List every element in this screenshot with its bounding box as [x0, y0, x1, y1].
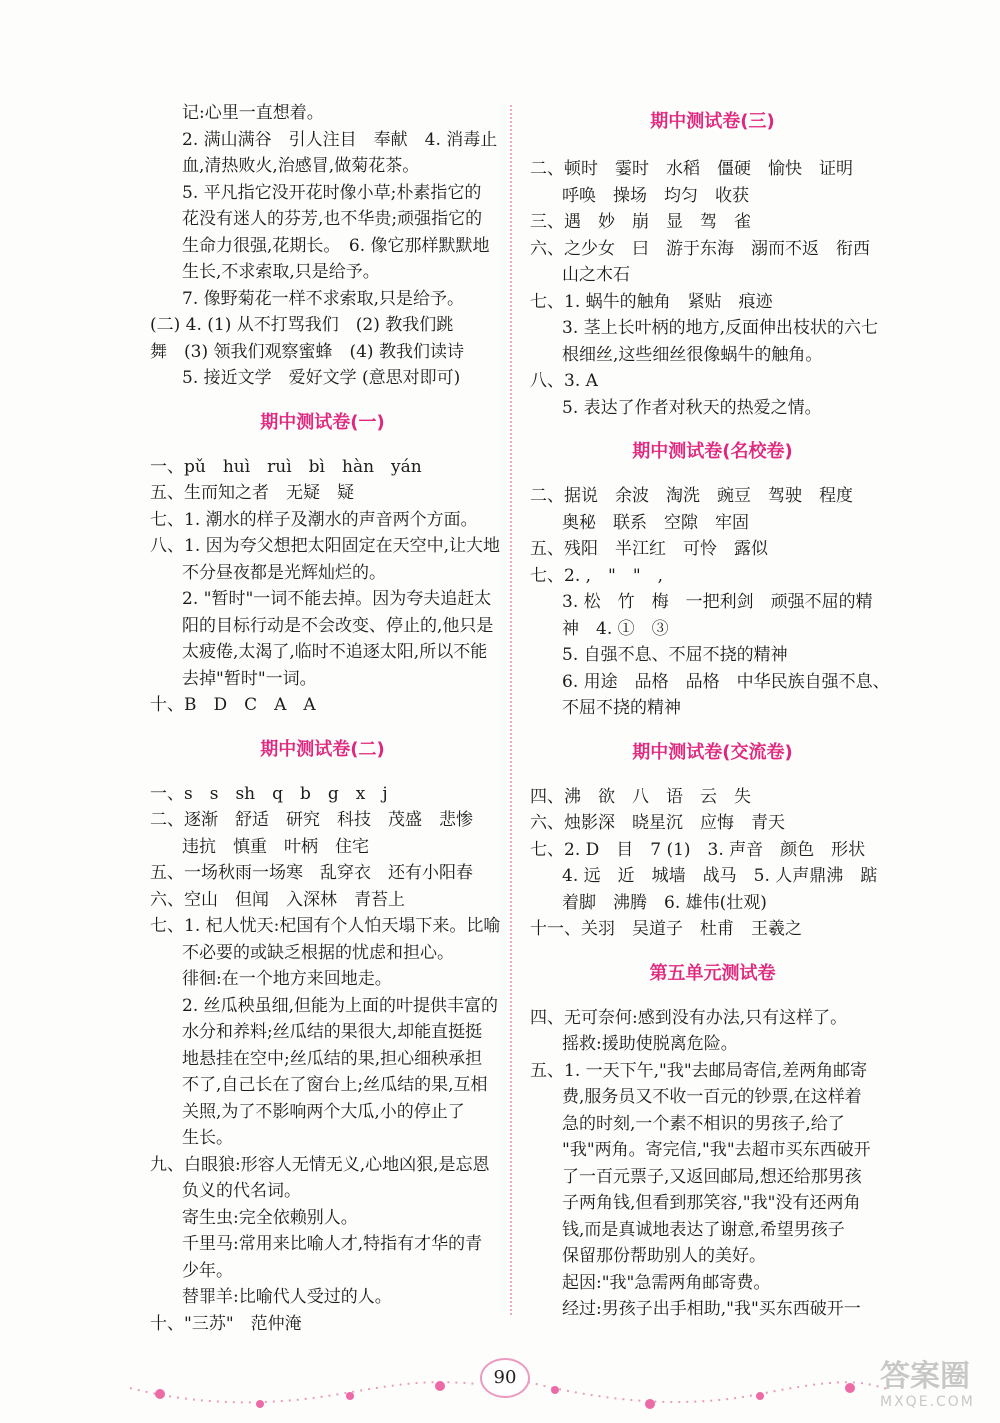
answer-line: 去掉"暂时"一词。 [182, 668, 317, 689]
answer-line: 根细丝,这些细丝很像蜗牛的触角。 [562, 344, 823, 365]
page-footer [0, 1360, 1000, 1423]
answer-line: 7. 像野菊花一样不求索取,只是给予。 [182, 288, 465, 309]
answer-line: 不了,自己长在了窗台上;丝瓜结的果,互相 [182, 1075, 488, 1095]
answer-line: 生长。 [182, 1128, 233, 1148]
dot-decoration [551, 1386, 559, 1394]
answer-line: 五、一场秋雨一场寒 乱穿衣 还有小阳春 [150, 863, 473, 883]
answer-line: 七、2. , " " , [530, 565, 664, 586]
section-heading: 期中测试卷(三) [650, 111, 775, 132]
answer-line: 2. 丝瓜秧虽细,但能为上面的叶提供丰富的 [182, 995, 499, 1016]
answer-line: 急的时刻,一个素不相识的男孩子,给了 [562, 1113, 845, 1134]
answer-line: 神 4. ① ③ [562, 618, 669, 639]
answer-line: 保留那份帮助别人的美好。 [562, 1246, 766, 1266]
answer-line: 十、B D C A A [150, 695, 316, 715]
answer-line: 七、2. D 目 7 (1) 3. 声音 颜色 形状 [530, 839, 866, 860]
answer-line: 太疲倦,太渴了,临时不追逐太阳,所以不能 [182, 642, 488, 662]
watermark-url: MXQE.COM [880, 1394, 975, 1410]
answer-line: 七、1. 杞人忧天:杞国有个人怕天塌下来。比喻 [150, 916, 501, 936]
dot-decoration [256, 1400, 264, 1408]
answer-line: 一、s s sh q b g x j [150, 783, 388, 804]
dot-decoration [346, 1392, 354, 1400]
answer-line: 二、逐渐 舒适 研究 科技 茂盛 悲惨 [150, 810, 473, 830]
left-column [150, 100, 501, 1337]
dot-decoration [645, 1399, 655, 1409]
answer-line: 六、之少女 曰 游于东海 溺而不返 衔西 [530, 238, 870, 259]
answer-line: 不屈不挠的精神 [562, 698, 681, 718]
dot-decoration [845, 1383, 855, 1393]
answer-line: 子两角钱,但看到那笑容,"我"没有还两角 [562, 1193, 861, 1213]
answer-line: 生长,不求索取,只是给予。 [182, 262, 380, 282]
answer-line: 花没有迷人的芬芳,也不华贵;顽强指它的 [182, 209, 483, 229]
answer-line: 5. 自强不息、不屈不挠的精神 [562, 645, 788, 665]
answer-line: 少年。 [182, 1260, 233, 1281]
answer-line: 徘徊:在一个地方来回地走。 [182, 969, 392, 989]
dot-decoration [756, 1392, 764, 1400]
answer-line: 不必要的或缺乏根据的忧虑和担心。 [182, 942, 454, 963]
answer-line: 五、1. 一天下午,"我"去邮局寄信,差两角邮寄 [530, 1060, 868, 1081]
answer-line: 地悬挂在空中;丝瓜结的果,担心细秧承担 [182, 1048, 483, 1069]
answer-line: 七、1. 潮水的样子及潮水的声音两个方面。 [150, 509, 478, 530]
answer-line: 六、空山 但闻 入深林 青苔上 [150, 889, 405, 910]
answer-line: 摇救:援助使脱离危险。 [562, 1034, 738, 1054]
right-column [530, 100, 895, 1323]
answer-line: 生命力很强,花期长。 6. 像它那样默默地 [182, 235, 490, 256]
answer-line: 5. 表达了作者对秋天的热爱之情。 [562, 397, 822, 418]
answer-line: 3. 松 竹 梅 一把利剑 顽强不屈的精 [562, 592, 873, 612]
answer-line: 4. 远 近 城墙 战马 5. 人声鼎沸 踮 [562, 866, 878, 886]
answer-line: 寄生虫:完全依赖别人。 [182, 1207, 358, 1228]
answer-line: 关照,为了不影响两个大瓜,小的停止了 [182, 1101, 465, 1122]
dot-decoration [155, 1389, 165, 1399]
answer-line: 负义的代名词。 [182, 1181, 301, 1201]
answer-line: 十、"三苏" 范仲淹 [150, 1313, 302, 1334]
answer-line: 山之木石 [562, 265, 630, 285]
answer-line: 2. 满山满谷 引人注目 奉献 4. 消毒止 [182, 129, 498, 150]
answer-line: 不分昼夜都是光辉灿烂的。 [182, 562, 386, 583]
section-heading: 期中测试卷(一) [260, 411, 385, 433]
answer-line: 水分和养料;丝瓜结的果很大,却能直挺挺 [182, 1022, 483, 1042]
answer-line: 六、烛影深 晓星沉 应悔 青天 [530, 813, 785, 833]
watermark-main: 答案圈 [880, 1359, 970, 1394]
section-heading: 期中测试卷(交流卷) [632, 741, 793, 763]
answer-line: 一、pǔ huì ruì bì hàn yán [150, 456, 422, 477]
answer-line: 舞 (3) 领我们观察蜜蜂 (4) 教我们读诗 [150, 341, 464, 362]
answer-line: 七、1. 蜗牛的触角 紧贴 痕迹 [530, 291, 773, 312]
answer-line: 二、据说 余波 淘洗 豌豆 驾驶 程度 [530, 486, 853, 506]
answer-line: 钱,而是真诚地表达了谢意,希望男孩子 [562, 1219, 845, 1240]
answer-line: 5. 平凡指它没开花时像小草;朴素指它的 [182, 182, 482, 203]
answer-line: 血,清热败火,治感冒,做菊花茶。 [182, 156, 420, 176]
answer-line: 八、3. A [530, 371, 598, 391]
watermark [880, 1360, 990, 1420]
answer-line: 千里马:常用来比喻人才,特指有才华的青 [182, 1234, 483, 1254]
answer-line: "我"两角。寄完信,"我"去超市买东西破开 [562, 1140, 871, 1160]
answer-line: 了一百元票子,又返回邮局,想还给那男孩 [562, 1166, 862, 1187]
answer-line: 五、生而知之者 无疑 疑 [150, 483, 354, 503]
answer-line: 违抗 慎重 叶柄 住宅 [182, 836, 369, 857]
answer-line: 记:心里一直想着。 [182, 103, 324, 123]
dot-decoration [435, 1381, 445, 1391]
answer-line: 十一、关羽 吴道子 杜甫 王羲之 [530, 919, 802, 939]
answer-line: 替罪羊:比喻代人受过的人。 [182, 1287, 392, 1307]
answer-line: 呼唤 操场 均匀 收获 [562, 185, 749, 206]
section-heading: 期中测试卷(二) [260, 738, 385, 760]
answer-line: 四、无可奈何:感到没有办法,只有这样了。 [530, 1007, 848, 1028]
answer-line: 三、遇 妙 崩 显 驾 雀 [530, 212, 751, 232]
answer-line: 5. 接近文学 爱好文学 (意思对即可) [182, 368, 461, 388]
section-heading: 第五单元测试卷 [649, 962, 776, 984]
column-divider [510, 105, 512, 1315]
page-number: 90 [480, 1358, 530, 1398]
answer-line: 九、白眼狼:形容人无情无义,心地凶狠,是忘恩 [150, 1154, 490, 1175]
answer-line: 四、沸 欲 八 语 云 失 [530, 786, 751, 807]
answer-line: 阳的目标行动是不会改变、停止的,他只是 [182, 615, 494, 636]
answer-line: 经过:男孩子出手相助,"我"买东西破开一 [562, 1299, 861, 1319]
answer-line: 6. 用途 品格 品格 中华民族自强不息、 [562, 671, 890, 692]
answer-line: 3. 茎上长叶柄的地方,反面伸出枝状的六七 [562, 318, 879, 338]
answer-line: 2. "暂时"一词不能去掉。因为夸夫追赶太 [182, 589, 492, 609]
answer-line: (二) 4. (1) 从不打骂我们 (2) 教我们跳 [150, 315, 454, 335]
section-heading: 期中测试卷(名校卷) [632, 441, 793, 462]
answer-line: 五、残阳 半江红 可怜 露似 [530, 539, 768, 559]
answer-line: 二、顿时 霎时 水稻 僵硬 愉快 证明 [530, 159, 853, 179]
answer-line: 费,服务员又不收一百元的钞票,在这样着 [562, 1087, 862, 1107]
answer-line: 奥秘 联系 空隙 牢固 [562, 512, 749, 533]
answer-line: 起因:"我"急需两角邮寄费。 [562, 1272, 771, 1293]
answer-line: 八、1. 因为夸父想把太阳固定在天空中,让大地 [150, 536, 501, 556]
answer-line: 着脚 沸腾 6. 雄伟(壮观) [562, 892, 767, 913]
